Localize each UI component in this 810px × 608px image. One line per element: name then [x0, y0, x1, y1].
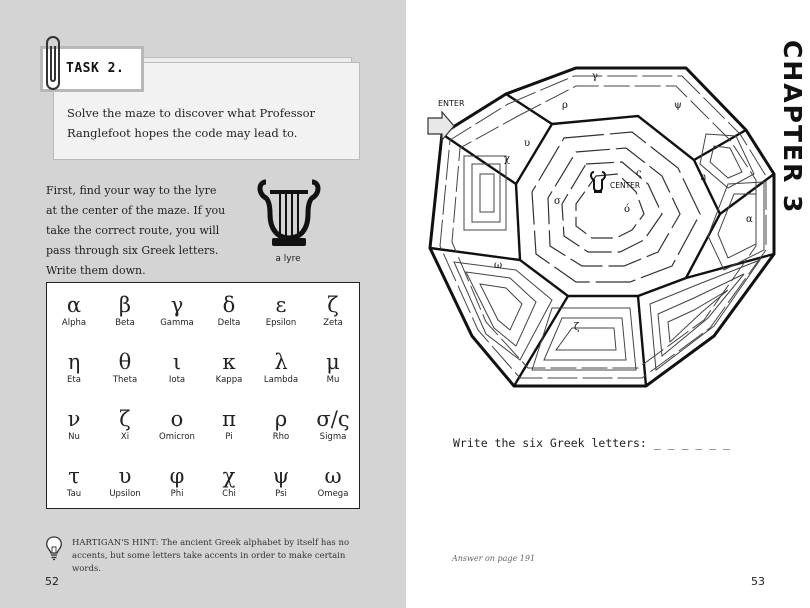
alphabet-cell: [203, 293, 255, 329]
greek-name: Zeta: [323, 318, 343, 328]
maze-letter: ζ: [574, 322, 580, 333]
maze-letter: α: [746, 214, 753, 225]
greek-glyph: ι: [172, 350, 182, 374]
greek-glyph: ω: [324, 464, 342, 488]
answer-note: Answer on page 191: [452, 554, 536, 563]
alphabet-cell: [255, 350, 307, 386]
greek-name: Rho: [272, 432, 290, 442]
alphabet-cell: [151, 350, 203, 386]
maze-letter: ό: [624, 204, 631, 215]
maze-letter: ω: [494, 260, 503, 271]
greek-glyph: γ: [170, 293, 184, 317]
greek-name: Upsilon: [109, 489, 141, 499]
maze-diagram: [424, 64, 780, 394]
alphabet-cell: [151, 293, 203, 329]
greek-name: Chi: [222, 489, 236, 499]
greek-alphabet-table: [46, 282, 360, 509]
greek-name: Delta: [217, 318, 241, 328]
greek-glyph: ψ: [272, 464, 290, 488]
alphabet-cell: [99, 293, 151, 329]
alphabet-cell: [48, 293, 100, 329]
greek-glyph: β: [118, 293, 132, 317]
alphabet-cell: [307, 350, 359, 386]
alphabet-cell: [255, 293, 307, 329]
greek-glyph: μ: [326, 350, 340, 374]
alphabet-cell: [203, 464, 255, 500]
alphabet-cell: [48, 350, 100, 386]
chapter-sidebar: [778, 0, 810, 608]
greek-glyph: χ: [222, 464, 236, 488]
greek-glyph: ζ: [119, 407, 131, 431]
greek-glyph: η: [67, 350, 81, 374]
greek-name: Psi: [275, 489, 287, 499]
greek-name: Theta: [112, 375, 138, 385]
alphabet-cell: [48, 407, 100, 443]
greek-glyph: υ: [118, 464, 132, 488]
greek-glyph: τ: [68, 464, 80, 488]
greek-name: Epsilon: [265, 318, 297, 328]
alphabet-cell: [203, 350, 255, 386]
greek-name: Omicron: [159, 432, 195, 442]
greek-name: Tau: [66, 489, 82, 499]
greek-name: Kappa: [215, 375, 243, 385]
alphabet-cell: [307, 464, 359, 500]
paperclip-inner: [50, 46, 56, 82]
hint-text: HARTIGAN'S HINT: The ancient Greek alphabet by itself has no accents, but some letters take accents in order to make certain words.: [72, 538, 350, 574]
greek-glyph: ο: [170, 407, 184, 431]
maze-enter-label: ENTER: [438, 99, 465, 108]
maze-letter: η: [700, 172, 706, 183]
greek-glyph: ε: [275, 293, 287, 317]
maze-letter: ρ: [562, 100, 568, 111]
greek-name: Gamma: [160, 318, 194, 328]
greek-name: Iota: [168, 375, 186, 385]
greek-glyph: δ: [222, 293, 236, 317]
greek-name: Phi: [170, 489, 184, 499]
maze-letter: ψ: [674, 100, 682, 111]
greek-name: Alpha: [61, 318, 87, 328]
greek-name: Omega: [317, 489, 349, 499]
lightbulb-icon: [44, 535, 64, 561]
alphabet-cell: [307, 293, 359, 329]
lyre-icon: [256, 174, 322, 252]
lyre-caption: a lyre: [275, 254, 301, 264]
maze-center-label: CENTER: [610, 181, 641, 190]
page-number-left: 52: [45, 575, 59, 588]
task-label: TASK 2.: [66, 61, 125, 76]
alphabet-cell: [255, 464, 307, 500]
alphabet-cell: [255, 407, 307, 443]
greek-glyph: ζ: [327, 293, 339, 317]
maze-letter: χ: [504, 154, 511, 165]
greek-name: Eta: [67, 375, 81, 385]
alphabet-cell: [307, 407, 359, 443]
greek-name: Lambda: [263, 375, 299, 385]
greek-glyph: π: [222, 407, 236, 431]
alphabet-cell: [203, 407, 255, 443]
task-description: Solve the maze to discover what Professor Ranglefoot hopes the code may lead to.: [67, 106, 315, 140]
alphabet-cell: [99, 350, 151, 386]
page-number-right: 53: [751, 575, 765, 588]
alphabet-cell: [151, 464, 203, 500]
alphabet-cell: [99, 464, 151, 500]
greek-name: Mu: [326, 375, 340, 385]
maze-letter: γ: [592, 71, 598, 82]
alphabet-cell: [99, 407, 151, 443]
write-prompt: Write the six Greek letters: _ _ _ _ _ _: [453, 436, 730, 450]
greek-name: Sigma: [319, 432, 347, 442]
alphabet-cell: [151, 407, 203, 443]
greek-name: Pi: [225, 432, 233, 442]
maze-letter: υ: [524, 138, 531, 149]
greek-glyph: λ: [274, 350, 288, 374]
greek-name: Beta: [115, 318, 135, 328]
greek-glyph: θ: [118, 350, 132, 374]
maze-letter: σ: [554, 196, 561, 207]
maze-letter: ς: [636, 168, 642, 179]
alphabet-cell: [48, 464, 100, 500]
greek-glyph: κ: [222, 350, 236, 374]
greek-glyph: ν: [67, 407, 81, 431]
greek-name: Xi: [120, 432, 130, 442]
intro-text: First, find your way to the lyre at the center of the maze. If you take the correct route, you will pass through six Greek letters. Write them down.: [46, 184, 226, 277]
greek-glyph: α: [66, 293, 82, 317]
greek-glyph: σ/ς: [316, 407, 350, 431]
greek-glyph: φ: [169, 464, 185, 488]
greek-glyph: ρ: [274, 407, 288, 431]
greek-name: Nu: [68, 432, 80, 442]
chapter-sidebar-text: CHAPTER 3: [778, 40, 807, 215]
